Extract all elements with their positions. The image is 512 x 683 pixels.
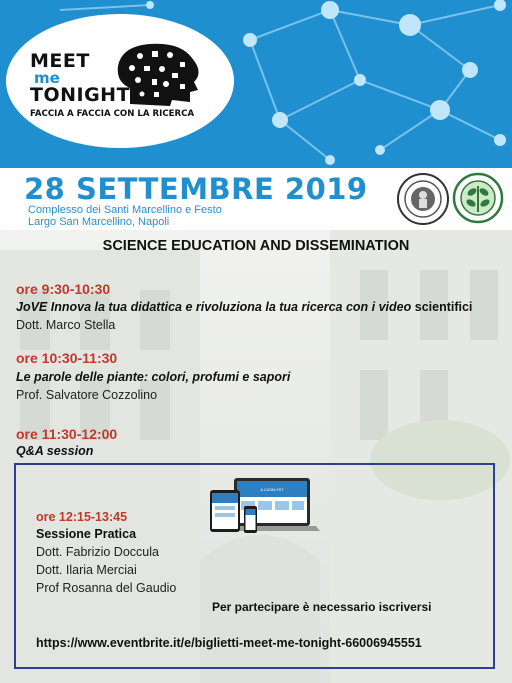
registration-note: Per partecipare è necessario iscriversi bbox=[212, 600, 432, 614]
event-date: 28 SETTEMBRE 2019 bbox=[24, 172, 368, 206]
venue-address: Largo San Marcellino, Napoli bbox=[28, 216, 170, 228]
session-3-time: ore 11:30-12:00 bbox=[16, 426, 118, 442]
session-1-time: ore 9:30-10:30 bbox=[16, 281, 111, 297]
session-2-time: ore 10:30-11:30 bbox=[16, 350, 118, 366]
practical-heading: Sessione Pratica bbox=[36, 527, 137, 541]
session-1-speaker: Dott. Marco Stella bbox=[16, 318, 116, 332]
session-2-talk: Le parole delle piante: colori, profumi e sapori bbox=[16, 370, 291, 384]
program-title: SCIENCE EDUCATION AND DISSEMINATION bbox=[102, 238, 410, 254]
session-3-talk: Q&A session bbox=[16, 444, 94, 458]
session-1-talk-title: JoVE Innova la tua didattica e rivoluziona la tua ricerca con i video bbox=[16, 300, 412, 314]
venue-name: Complesso dei Santi Marcellino e Festo bbox=[28, 204, 222, 216]
practical-person-1: Dott. Fabrizio Doccula bbox=[36, 545, 159, 559]
logo-tonight: TONIGHT bbox=[30, 84, 131, 106]
devices-screen-label: A CATALYST bbox=[260, 487, 284, 492]
logo-tagline: FACCIA A FACCIA CON LA RICERCA bbox=[30, 109, 195, 119]
header-banner bbox=[0, 0, 512, 168]
devices-screenshot-graphic bbox=[208, 476, 324, 538]
practical-person-3: Prof Rosanna del Gaudio bbox=[36, 581, 177, 595]
logo-wordmark bbox=[30, 52, 130, 105]
session-1-talk bbox=[16, 300, 472, 314]
logo-meet: MEET bbox=[30, 50, 90, 72]
session-1-talk-title-end: scientifici bbox=[411, 300, 473, 314]
practical-time: ore 12:15-13:45 bbox=[36, 510, 128, 524]
logo-me: me bbox=[34, 69, 60, 87]
registration-url-link[interactable]: https://www.eventbrite.it/e/biglietti-meet-me-tonight-66006945551 bbox=[36, 636, 422, 650]
session-2-speaker: Prof. Salvatore Cozzolino bbox=[16, 388, 158, 402]
university-seal-icon bbox=[396, 172, 450, 226]
practical-person-2: Dott. Ilaria Merciai bbox=[36, 563, 137, 577]
botanical-seal-icon bbox=[452, 172, 504, 224]
